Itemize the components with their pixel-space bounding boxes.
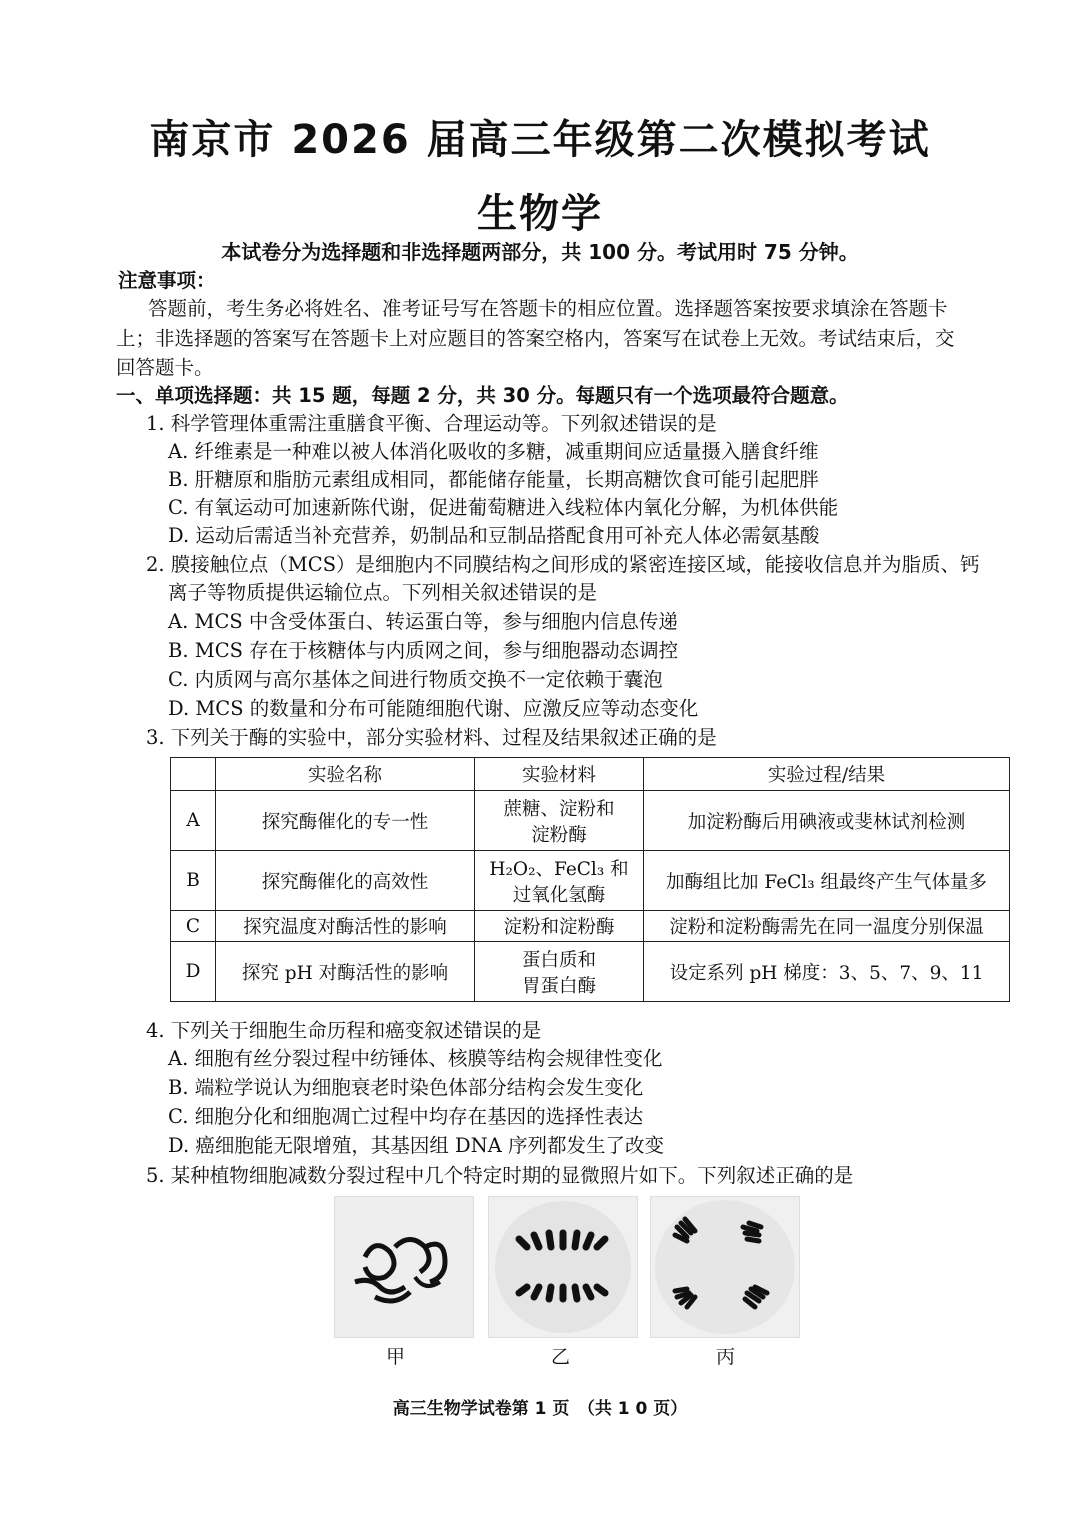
option-c: C. 内质网与高尔基体之间进行物质交换不一定依赖于囊泡 [168, 668, 663, 691]
subject-title: 生物学 [477, 191, 603, 237]
option-c: C. 细胞分化和细胞凋亡过程中均存在基因的选择性表达 [168, 1105, 644, 1128]
table-cell: 探究酶催化的高效性 [216, 851, 475, 911]
table-cell: 探究 pH 对酶活性的影响 [216, 942, 475, 1002]
exam-info: 本试卷分为选择题和非选择题两部分，共 100 分。考试用时 75 分钟。 [221, 240, 859, 264]
option-a: A. MCS 中含受体蛋白、转运蛋白等，参与细胞内信息传递 [168, 610, 678, 633]
section-heading: 一、单项选择题：共 15 题，每题 2 分，共 30 分。每题只有一个选项最符合题意。 [116, 384, 849, 407]
table-cell [475, 942, 644, 1002]
table-cell: 探究温度对酶活性的影响 [216, 911, 475, 942]
table-header: 实验过程/结果 [644, 758, 1010, 791]
table-row [171, 942, 1010, 1002]
table-cell: C [171, 911, 216, 942]
micrograph-jia-image [335, 1197, 473, 1337]
notice-line: 上；非选择题的答案写在答题卡上对应题目的答案空格内，答案写在试卷上无效。考试结束后，交 [116, 327, 955, 350]
option-b: B. 肝糖原和脂肪元素组成相同，都能储存能量，长期高糖饮食可能引起肥胖 [168, 468, 819, 491]
micrograph-yi [488, 1196, 638, 1338]
question-stem-cont: 离子等物质提供运输位点。下列相关叙述错误的是 [168, 581, 598, 604]
option-a: A. 纤维素是一种难以被人体消化吸收的多糖，减重期间应适量摄入膳食纤维 [168, 440, 819, 463]
table-cell [475, 791, 644, 851]
cell-text: 过氧化氢酶 [512, 884, 606, 906]
caption-bing: 丙 [716, 1346, 736, 1368]
cell-text: 蛋白质和 [521, 949, 596, 971]
exam-title: 南京市 2026 届高三年级第二次模拟考试 [149, 117, 931, 163]
micrograph-jia [334, 1196, 474, 1338]
table-cell [475, 851, 644, 911]
question-stem: 4. 下列关于细胞生命历程和癌变叙述错误的是 [146, 1019, 542, 1042]
micrograph-yi-image [489, 1197, 637, 1337]
table-cell: 淀粉和淀粉酶 [475, 911, 644, 942]
option-b: B. MCS 存在于核糖体与内质网之间，参与细胞器动态调控 [168, 639, 679, 662]
table-row [171, 851, 1010, 911]
cell-text: 淀粉酶 [531, 824, 587, 846]
cell-text: 胃蛋白酶 [521, 975, 596, 997]
caption-yi: 乙 [551, 1346, 571, 1368]
question-stem: 2. 膜接触位点（MCS）是细胞内不同膜结构之间形成的紧密连接区域，能接收信息并为脂质、钙 [146, 553, 980, 576]
cell-text: H₂O₂、FeCl₃ 和 [489, 858, 629, 880]
table-header-row [171, 758, 1010, 791]
micrograph-bing [650, 1196, 800, 1338]
cell-text: 蔗糖、淀粉和 [503, 798, 615, 820]
option-b: B. 端粒学说认为细胞衰老时染色体部分结构会发生变化 [168, 1076, 644, 1099]
table-header: 实验名称 [216, 758, 475, 791]
question-stem: 1. 科学管理体重需注重膳食平衡、合理运动等。下列叙述错误的是 [146, 412, 717, 435]
table-cell: 探究酶催化的专一性 [216, 791, 475, 851]
option-d: D. 运动后需适当补充营养，奶制品和豆制品搭配食用可补充人体必需氨基酸 [168, 524, 820, 547]
table-cell: B [171, 851, 216, 911]
notice-line: 答题前，考生务必将姓名、准考证号写在答题卡的相应位置。选择题答案按要求填涂在答题卡 [148, 297, 948, 320]
question-stem: 3. 下列关于酶的实验中，部分实验材料、过程及结果叙述正确的是 [146, 726, 717, 749]
table-cell: A [171, 791, 216, 851]
option-a: A. 细胞有丝分裂过程中纺锤体、核膜等结构会规律性变化 [168, 1047, 663, 1070]
table-cell: 淀粉和淀粉酶需先在同一温度分别保温 [644, 911, 1010, 942]
question-stem: 5. 某种植物细胞减数分裂过程中几个特定时期的显微照片如下。下列叙述正确的是 [146, 1164, 854, 1187]
notice-heading: 注意事项： [118, 269, 216, 292]
table-row [171, 791, 1010, 851]
page-footer: 高三生物学试卷第 1 页 （共 1 0 页） [392, 1399, 688, 1419]
table-header: 实验材料 [475, 758, 644, 791]
option-d: D. 癌细胞能无限增殖，其基因组 DNA 序列都发生了改变 [168, 1134, 665, 1157]
micrograph-bing-image [651, 1197, 799, 1337]
experiment-table [170, 757, 1010, 1002]
option-d: D. MCS 的数量和分布可能随细胞代谢、应激反应等动态变化 [168, 697, 699, 720]
table-cell: 设定系列 pH 梯度：3、5、7、9、11 [644, 942, 1010, 1002]
table-cell: D [171, 942, 216, 1002]
table-header [171, 758, 216, 791]
caption-jia: 甲 [386, 1346, 406, 1368]
table-cell: 加淀粉酶后用碘液或斐林试剂检测 [644, 791, 1010, 851]
table-cell: 加酶组比加 FeCl₃ 组最终产生气体量多 [644, 851, 1010, 911]
table-row [171, 911, 1010, 942]
option-c: C. 有氧运动可加速新陈代谢，促进葡萄糖进入线粒体内氧化分解，为机体供能 [168, 496, 839, 519]
notice-line: 回答题卡。 [116, 356, 214, 379]
